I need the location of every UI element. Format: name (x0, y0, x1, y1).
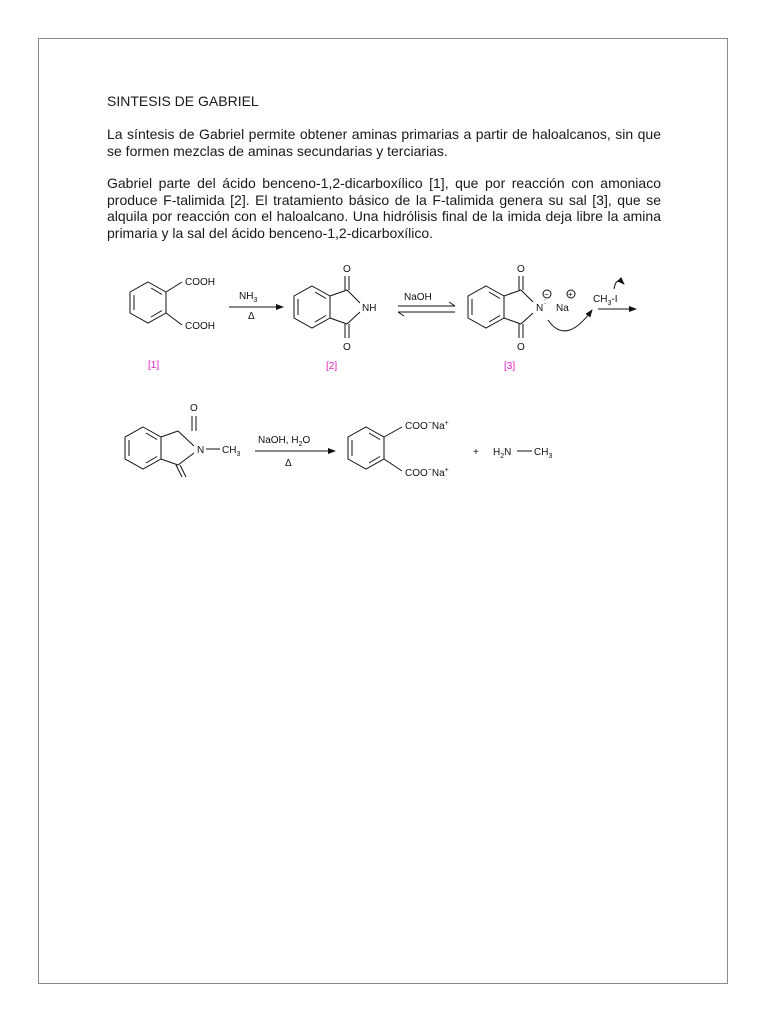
phthalic-acid-structure (130, 282, 182, 325)
nh3-reagent: $NH_3$ (239, 291, 258, 304)
plus-charge: + (568, 290, 573, 299)
heat-symbol: Δ (248, 311, 255, 322)
carboxylate-top-label: COO−Na+ (405, 420, 449, 432)
methylamine-h2n-label: $H_2N$ (493, 447, 512, 460)
carbonyl-o-nmethyl: O (190, 403, 198, 414)
cooh-top-label: COOH (185, 277, 215, 288)
n-methyl-n-label: N (197, 445, 205, 456)
plus-sign: + (473, 447, 479, 458)
intro-paragraph: La síntesis de Gabriel permite obtener aminas primarias a partir de haloalcanos, sin que se formen mezclas de aminas secundarias y terciarias. (107, 126, 661, 159)
n-methylphthalimide-structure (125, 416, 220, 477)
phthalimide-salt-structure (468, 276, 624, 338)
na-cation-label: Na (556, 303, 569, 314)
methyl-group-label: $CH_3$ (222, 445, 241, 458)
equilibrium-arrows (398, 302, 455, 316)
carbonyl-o-bottom-3: O (517, 342, 525, 353)
carbonyl-o-top-3: O (517, 264, 525, 275)
carboxylate-bottom-label: COO−Na+ (405, 467, 449, 479)
disodium-phthalate-structure (348, 427, 402, 471)
heat-symbol-2: Δ (285, 458, 292, 469)
minus-charge: − (544, 290, 549, 299)
cooh-bottom-label: COOH (185, 321, 215, 332)
methylamine-ch3-label: $CH_3$ (534, 447, 553, 460)
methyl-iodide-label: $CH_3-I$ (593, 294, 618, 307)
naoh-reagent: NaOH (404, 292, 432, 303)
compound-label-1: [1] (148, 360, 160, 371)
n-anion-label: N (536, 303, 544, 314)
mechanism-paragraph: Gabriel parte del ácido benceno-1,2-dicarboxílico [1], que por reacción con amoniaco produce F-talimida [2]. El tratamiento básico de la F-talimida genera su sal [3], que se alquila por reacción con el haloalcano. Una hidrólisis final de la imida deja libre la amina primaria y la sal del ácido benceno-1,2-dicarboxílico. (107, 175, 661, 241)
compound-label-2: [2] (326, 361, 338, 372)
document-title: SINTESIS DE GABRIEL (107, 93, 259, 109)
carbonyl-o-bottom-2: O (343, 342, 351, 353)
naoh-h2o-reagent: NaOH, $H_2O$ (258, 435, 311, 448)
nh-label: NH (362, 303, 377, 314)
lone-pair-dots: : (544, 297, 547, 306)
phthalimide-structure (294, 276, 360, 338)
carbonyl-o-top-2: O (343, 264, 351, 275)
compound-label-3: [3] (504, 361, 516, 372)
